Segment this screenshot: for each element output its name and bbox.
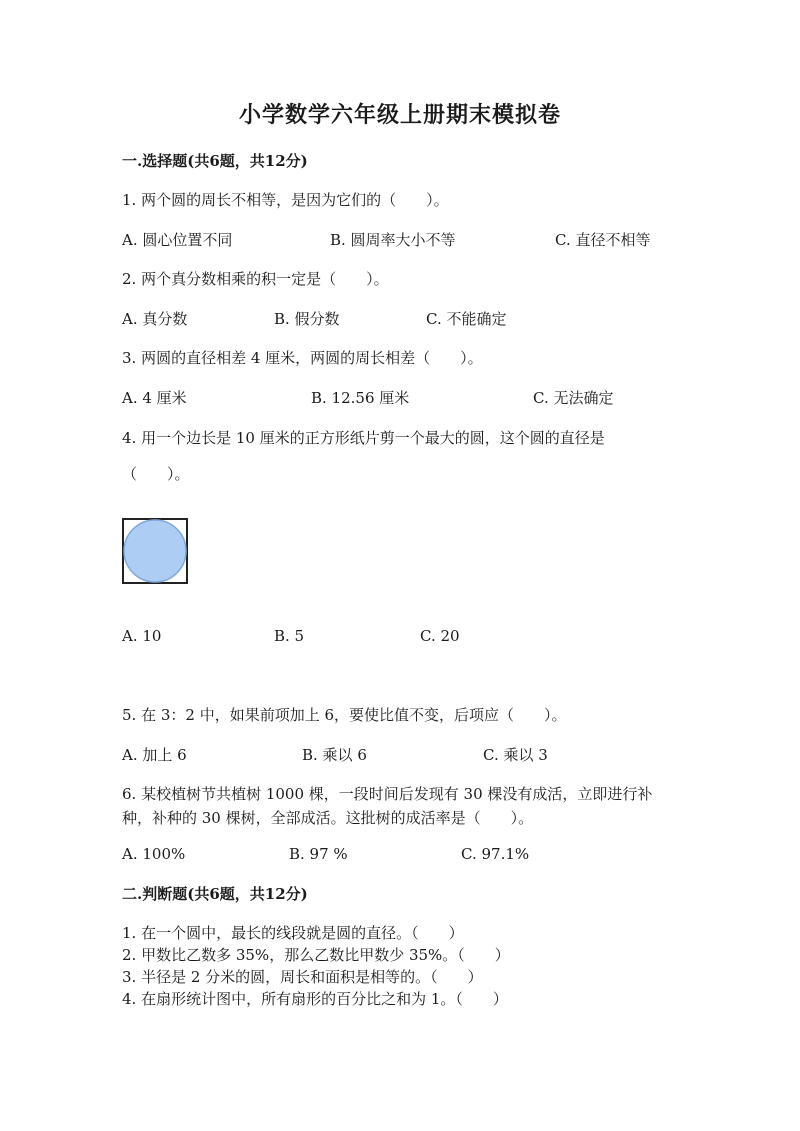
question-6-stem: 6. 某校植树节共植树 1000 棵，一段时间后发现有 30 棵没有成活，立即进行补种，补种的 30 棵树，全部成活。这批树的成活率是（ ）。 xyxy=(122,785,653,827)
question-4-stem-continued: （ ）。 xyxy=(122,465,190,483)
page-title: 小学数学六年级上册期末模拟卷 xyxy=(238,102,561,128)
question-6-option-b: B. 97 % xyxy=(289,845,348,863)
judgement-question-2: 2. 甲数比乙数多 35%，那么乙数比甲数少 35%。（ ） xyxy=(122,946,510,964)
question-1-option-b: B. 圆周率大小不等 xyxy=(330,231,456,249)
question-5-option-b: B. 乘以 6 xyxy=(302,746,367,764)
question-2-option-b: B. 假分数 xyxy=(274,310,340,328)
question-3-option-a: A. 4 厘米 xyxy=(122,389,187,407)
section-heading-choice: 一.选择题(共6题，共12分) xyxy=(122,152,308,170)
question-6-option-c: C. 97.1% xyxy=(461,845,530,863)
question-1-stem: 1. 两个圆的周长不相等，是因为它们的（ ）。 xyxy=(122,191,449,209)
question-4-option-b: B. 5 xyxy=(274,627,305,645)
question-2-option-c: C. 不能确定 xyxy=(426,310,507,328)
question-4-option-a: A. 10 xyxy=(122,627,162,645)
question-1-option-c: C. 直径不相等 xyxy=(555,231,651,249)
question-5-option-a: A. 加上 6 xyxy=(122,746,187,764)
question-5-stem: 5. 在 3：2 中，如果前项加上 6，要使比值不变，后项应（ ）。 xyxy=(122,706,567,724)
inscribed-circle-shape xyxy=(124,520,186,582)
question-2-option-a: A. 真分数 xyxy=(122,310,188,328)
question-4-option-c: C. 20 xyxy=(420,627,460,645)
judgement-question-1: 1. 在一个圆中，最长的线段就是圆的直径。（ ） xyxy=(122,924,464,942)
question-3-option-b: B. 12.56 厘米 xyxy=(311,389,410,407)
question-2-stem: 2. 两个真分数相乘的积一定是（ ）。 xyxy=(122,270,389,288)
square-with-circle-figure xyxy=(122,518,188,584)
question-5-option-c: C. 乘以 3 xyxy=(483,746,548,764)
judgement-question-4: 4. 在扇形统计图中，所有扇形的百分比之和为 1。（ ） xyxy=(122,990,508,1008)
judgement-question-3: 3. 半径是 2 分米的圆，周长和面积是相等的。（ ） xyxy=(122,968,483,986)
question-6-option-a: A. 100% xyxy=(122,845,186,863)
question-3-option-c: C. 无法确定 xyxy=(533,389,614,407)
section-heading-judgement: 二.判断题(共6题，共12分) xyxy=(122,885,308,903)
question-4-stem: 4. 用一个边长是 10 厘米的正方形纸片剪一个最大的圆，这个圆的直径是 xyxy=(122,429,605,447)
question-3-stem: 3. 两圆的直径相差 4 厘米，两圆的周长相差（ ）。 xyxy=(122,349,483,367)
question-1-option-a: A. 圆心位置不同 xyxy=(122,231,233,249)
